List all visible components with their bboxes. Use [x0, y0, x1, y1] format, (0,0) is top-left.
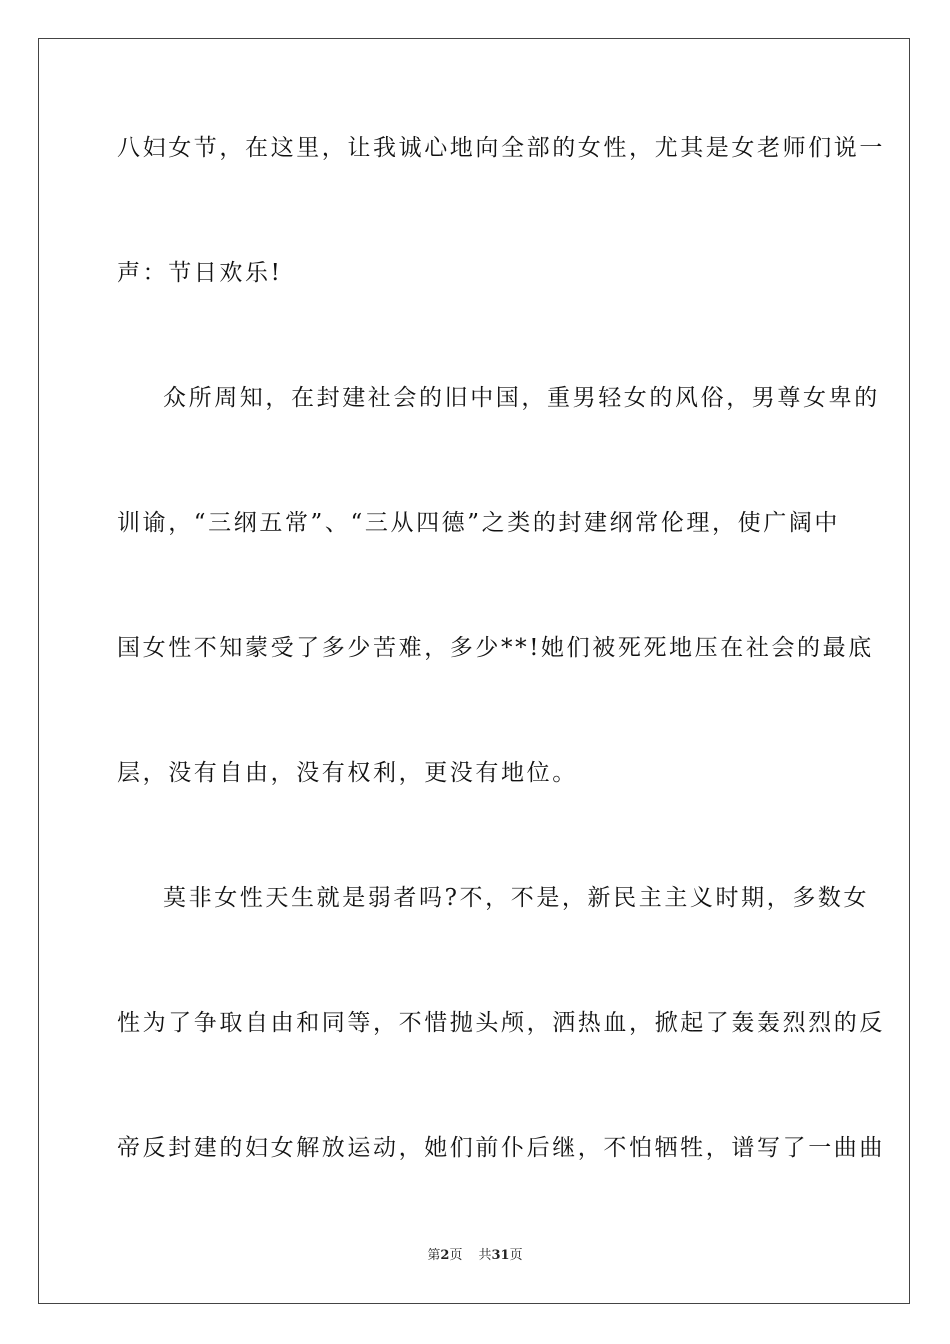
text-line-1: 八妇女节，在这里，让我诚心地向全部的女性，尤其是女老师们说一	[117, 135, 885, 161]
total-pages: 31	[491, 1248, 510, 1263]
paragraph-2-line-3: 国女性不知蒙受了多少苦难，多少**!她们被死死地压在社会的最底	[117, 635, 874, 661]
page-prefix: 第	[427, 1248, 441, 1263]
page-suffix: 页	[449, 1248, 463, 1263]
paragraph-3-line-1: 莫非女性天生就是弱者吗?不，不是，新民主主义时期，多数女	[163, 885, 870, 911]
text-line-2: 声：节日欢乐!	[117, 260, 283, 286]
paragraph-3-line-2: 性为了争取自由和同等，不惜抛头颅，洒热血，掀起了轰轰烈烈的反	[117, 1010, 885, 1036]
paragraph-3-line-3: 帝反封建的妇女解放运动，她们前仆后继，不怕牺牲，谱写了一曲曲	[117, 1135, 885, 1161]
total-prefix: 共	[478, 1248, 492, 1263]
paragraph-2-line-4: 层，没有自由，没有权利，更没有地位。	[117, 760, 578, 786]
page-footer	[0, 1247, 950, 1265]
paragraph-2-line-1: 众所周知，在封建社会的旧中国，重男轻女的风俗，男尊女卑的	[163, 385, 880, 411]
paragraph-2-line-2: 训谕，“三纲五常”、“三从四德”之类的封建纲常伦理，使广阔中	[117, 510, 841, 536]
page-border	[38, 38, 910, 1304]
total-suffix: 页	[509, 1248, 523, 1263]
page-number: 2	[440, 1248, 450, 1263]
